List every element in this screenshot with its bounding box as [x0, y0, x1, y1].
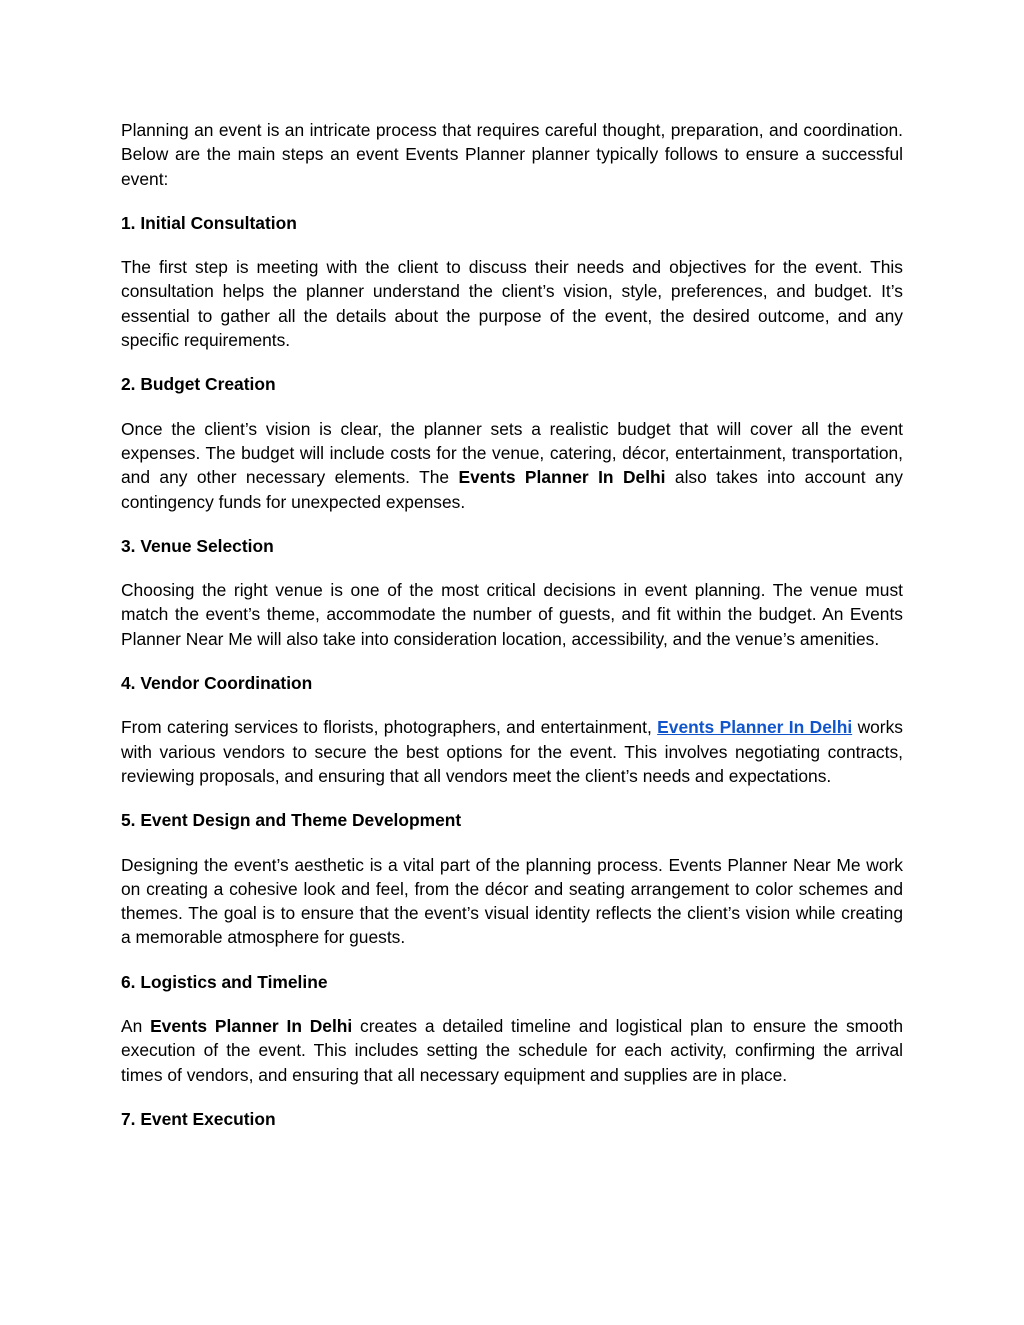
section-body-event-design: Designing the event’s aesthetic is a vital part of the planning process. Events Planner Near Me work on creating a cohesive look and feel, from the décor and seating arrangement to color schemes and themes. The goal is to ensure that the event’s visual identity reflects the client’s vision while creating a memorable atmosphere for guests.: [121, 854, 903, 948]
section-body-venue-selection: Choosing the right venue is one of the most critical decisions in event planning. The venue must match the event’s theme, accommodate the number of guests, and fit within the budget. An Events Planner Near Me will also take into consideration location, accessibility, and the venue’s amenities.: [121, 580, 903, 649]
section-heading-logistics-timeline: 6. Logistics and Timeline: [121, 971, 328, 992]
section-body-logistics-timeline: [121, 1014, 903, 1087]
bold-keyword: Events Planner In Delhi: [458, 467, 666, 488]
section-heading-venue-selection: 3. Venue Selection: [121, 535, 274, 556]
body-text: From catering services to florists, photographers, and entertainment,: [121, 717, 658, 738]
body-text: also takes into account any contingency funds for unexpected expenses.: [121, 467, 903, 512]
body-text: Once the client’s vision is clear, the planner sets a realistic budget that will cover all the event expenses. The budget will include costs for the venue, catering, décor, entertainment, transportation, and any other necessary elements. The: [121, 418, 903, 488]
section-heading-event-execution: 7. Event Execution: [121, 1108, 276, 1129]
body-text: creates a detailed timeline and logistical plan to ensure the smooth execution of the event. This includes setting the schedule for each activity, confirming the arrival times of vendors, and ensuring that all necessary equipment and supplies are in place.: [121, 1016, 903, 1085]
document-page: [121, 118, 903, 1151]
events-planner-link[interactable]: Events Planner In Delhi: [657, 717, 853, 738]
section-body-initial-consultation: The first step is meeting with the client to discuss their needs and objectives for the event. This consultation helps the planner understand the client’s vision, style, preferences, and budget. It’s essential to gather all the details about the purpose of the event, the desired outcome, and any specific requirements.: [121, 257, 903, 351]
bold-keyword: Events Planner In Delhi: [150, 1016, 353, 1037]
section-heading-budget-creation: 2. Budget Creation: [121, 374, 276, 395]
section-heading-vendor-coordination: 4. Vendor Coordination: [121, 673, 313, 694]
section-body-budget-creation: [121, 417, 903, 514]
section-body-vendor-coordination: [121, 715, 903, 788]
section-heading-event-design: 5. Event Design and Theme Development: [121, 810, 462, 831]
intro-paragraph: Planning an event is an intricate process that requires careful thought, preparation, and coordination. Below are the main steps an event Events Planner planner typically follows to ensure a successful event:: [121, 120, 903, 189]
body-text: works with various vendors to secure the best options for the event. This involves negotiating contracts, reviewing proposals, and ensuring that all vendors meet the client’s needs and expectations.: [121, 717, 903, 786]
section-heading-initial-consultation: 1. Initial Consultation: [121, 212, 297, 233]
body-text: An: [121, 1016, 151, 1037]
